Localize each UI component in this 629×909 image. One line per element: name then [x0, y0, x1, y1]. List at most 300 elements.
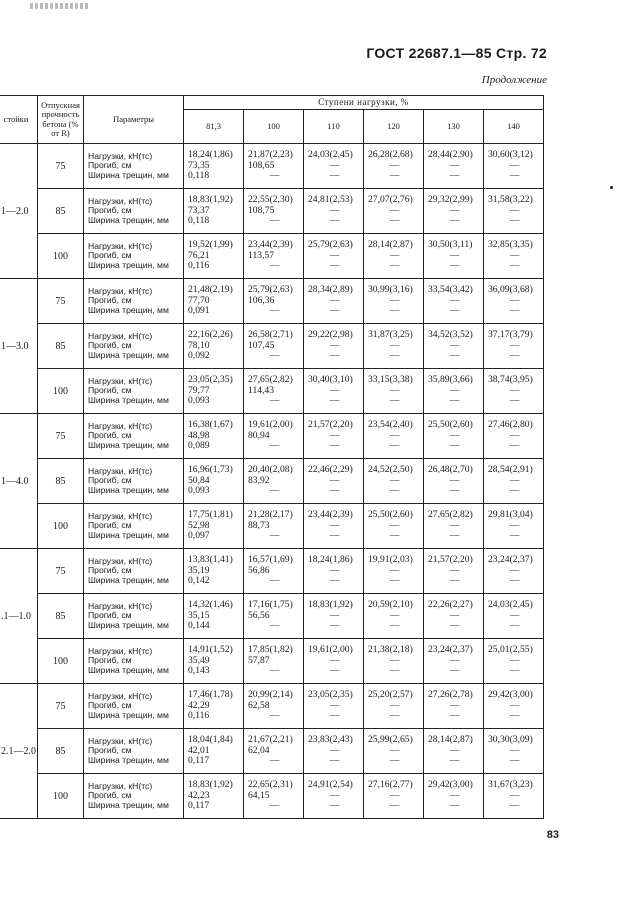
cell-value: —	[329, 699, 340, 711]
cell-value: —	[449, 800, 460, 812]
value-cell	[244, 594, 304, 639]
cell-value: —	[509, 260, 520, 272]
cell-value: 35,89(3,66)	[428, 374, 473, 386]
cell-value: —	[509, 620, 520, 632]
cell-value: —	[389, 170, 400, 182]
strength-value: 85	[38, 189, 84, 234]
param-labels	[84, 234, 184, 279]
cell-value: —	[269, 620, 280, 632]
cell-value: —	[269, 440, 280, 452]
cell-value: 18,04(1,84)	[188, 734, 233, 746]
cell-value: —	[509, 789, 520, 801]
cell-value: —	[509, 339, 520, 351]
cell-value: —	[389, 159, 400, 171]
cell-value: 29,22(2,98)	[308, 329, 353, 341]
value-cell	[484, 684, 544, 729]
cell-value: —	[509, 474, 520, 486]
value-cell	[424, 729, 484, 774]
param-label: Ширина трещин, мм	[88, 529, 169, 540]
cell-value: 42,29	[188, 699, 210, 711]
param-labels	[84, 774, 184, 819]
cell-value: 20,99(2,14)	[248, 689, 293, 701]
cell-value: 28,44(2,90)	[428, 149, 473, 161]
cell-value: 14,91(1,52)	[188, 644, 233, 656]
cell-value: 33,54(3,42)	[428, 284, 473, 296]
cell-value: 22,26(2,27)	[428, 599, 473, 611]
cell-value: —	[329, 654, 340, 666]
cell-value: —	[509, 564, 520, 576]
cell-value: —	[449, 204, 460, 216]
cell-value: —	[449, 699, 460, 711]
cell-value: —	[449, 395, 460, 407]
cell-value: 48,98	[188, 429, 210, 441]
cell-value: 25,50(2,60)	[368, 509, 413, 521]
param-label: Нагрузки, кН(тс)	[88, 241, 153, 252]
param-label: Нагрузки, кН(тс)	[88, 646, 153, 657]
param-label: Прогиб, см	[88, 745, 132, 756]
cell-value: 19,61(2,00)	[248, 419, 293, 431]
value-cell	[304, 774, 364, 819]
value-cell	[364, 549, 424, 594]
value-cell	[364, 414, 424, 459]
param-label: Прогиб, см	[88, 475, 132, 486]
cell-value: 0,118	[188, 215, 210, 227]
cell-value: 33,15(3,38)	[368, 374, 413, 386]
value-cell	[304, 639, 364, 684]
table-row	[0, 414, 544, 459]
cell-value: 24,03(2,45)	[488, 599, 533, 611]
cell-value: —	[389, 440, 400, 452]
param-label: Нагрузки, кН(тс)	[88, 736, 153, 747]
cell-value: —	[389, 294, 400, 306]
cell-value: 35,49	[188, 654, 210, 666]
cell-value: —	[269, 710, 280, 722]
param-labels	[84, 279, 184, 324]
table-row	[0, 144, 544, 189]
cell-value: 27,65(2,82)	[428, 509, 473, 521]
cell-value: 18,24(1,86)	[188, 149, 233, 161]
cell-value: —	[329, 260, 340, 272]
value-cell	[304, 549, 364, 594]
cell-value: 64,15	[248, 789, 270, 801]
strength-value: 100	[38, 234, 84, 279]
cell-value: 56,56	[248, 609, 270, 621]
param-labels	[84, 684, 184, 729]
cell-value: 26,28(2,68)	[368, 149, 413, 161]
param-label: Прогиб, см	[88, 160, 132, 171]
cell-value: 28,14(2,87)	[368, 239, 413, 251]
cell-value: —	[449, 294, 460, 306]
value-cell	[484, 234, 544, 279]
cell-value: 0,144	[188, 620, 210, 632]
param-labels	[84, 459, 184, 504]
cell-value: —	[389, 530, 400, 542]
param-label: Нагрузки, кН(тс)	[88, 421, 153, 432]
cell-value: 16,96(1,73)	[188, 464, 233, 476]
cell-value: 52,98	[188, 519, 210, 531]
cell-value: —	[449, 170, 460, 182]
cell-value: 13,83(1,41)	[188, 554, 233, 566]
cell-value: —	[389, 699, 400, 711]
table-row	[0, 369, 544, 414]
value-cell	[424, 279, 484, 324]
cell-value: 83,92	[248, 474, 270, 486]
cell-value: —	[389, 305, 400, 317]
header-stoiki: стойки	[0, 96, 38, 144]
param-label: Ширина трещин, мм	[88, 169, 169, 180]
value-cell	[424, 234, 484, 279]
cell-value: —	[509, 384, 520, 396]
cell-value: —	[329, 564, 340, 576]
value-cell	[244, 684, 304, 729]
value-cell	[484, 549, 544, 594]
cell-value: 114,43	[248, 384, 275, 396]
value-cell	[424, 504, 484, 549]
value-cell	[364, 144, 424, 189]
value-cell	[304, 459, 364, 504]
table-row	[0, 504, 544, 549]
value-cell	[304, 189, 364, 234]
cell-value: 22,65(2,31)	[248, 779, 293, 791]
cell-value: 23,54(2,40)	[368, 419, 413, 431]
cell-value: 29,42(3,00)	[488, 689, 533, 701]
cell-value: —	[329, 789, 340, 801]
param-label: Нагрузки, кН(тс)	[88, 601, 153, 612]
value-cell	[304, 504, 364, 549]
cell-value: —	[449, 485, 460, 497]
param-label: Нагрузки, кН(тс)	[88, 466, 153, 477]
strength-value: 85	[38, 594, 84, 639]
strength-value: 100	[38, 774, 84, 819]
cell-value: 35,15	[188, 609, 210, 621]
cell-value: —	[509, 800, 520, 812]
param-labels	[84, 189, 184, 234]
value-cell	[184, 594, 244, 639]
cell-value: —	[329, 249, 340, 261]
table-row	[0, 279, 544, 324]
param-label: Нагрузки, кН(тс)	[88, 331, 153, 342]
value-cell	[484, 504, 544, 549]
cell-value: 24,91(2,54)	[308, 779, 353, 791]
cell-value: 24,52(2,50)	[368, 464, 413, 476]
cell-value: 31,67(3,23)	[488, 779, 533, 791]
cell-value: 32,85(3,35)	[488, 239, 533, 251]
scan-artifact	[30, 3, 90, 9]
value-cell	[304, 144, 364, 189]
continuation-label: Продолжение	[481, 74, 547, 86]
value-cell	[484, 189, 544, 234]
cell-value: —	[329, 339, 340, 351]
header-strength: Отпускная прочность бетона (% от R)	[38, 96, 84, 144]
param-label: Ширина трещин, мм	[88, 619, 169, 630]
cell-value: —	[509, 485, 520, 497]
cell-value: —	[389, 575, 400, 587]
cell-value: 27,65(2,82)	[248, 374, 293, 386]
cell-value: —	[449, 429, 460, 441]
cell-value: 23,05(2,35)	[188, 374, 233, 386]
cell-value: 17,16(1,75)	[248, 599, 293, 611]
cell-value: —	[269, 800, 280, 812]
cell-value: 107,45	[248, 339, 275, 351]
value-cell	[424, 414, 484, 459]
cell-value: —	[509, 654, 520, 666]
table-row	[0, 684, 544, 729]
group-label: .1—1.0	[0, 549, 38, 684]
value-cell	[244, 504, 304, 549]
cell-value: 25,20(2,57)	[368, 689, 413, 701]
value-cell	[424, 684, 484, 729]
strength-value: 85	[38, 459, 84, 504]
value-cell	[244, 144, 304, 189]
cell-value: 73,35	[188, 159, 210, 171]
value-cell	[184, 459, 244, 504]
cell-value: 76,21	[188, 249, 210, 261]
cell-value: 16,57(1,69)	[248, 554, 293, 566]
param-label: Ширина трещин, мм	[88, 754, 169, 765]
cell-value: 0,143	[188, 665, 210, 677]
cell-value: —	[329, 159, 340, 171]
cell-value: —	[509, 305, 520, 317]
step-header: 120	[364, 110, 424, 144]
param-label: Нагрузки, кН(тс)	[88, 376, 153, 387]
cell-value: —	[329, 800, 340, 812]
header-params: Параметры	[84, 96, 184, 144]
cell-value: —	[509, 204, 520, 216]
cell-value: —	[269, 215, 280, 227]
group-label: 1—3.0	[0, 279, 38, 414]
strength-value: 75	[38, 684, 84, 729]
cell-value: 14,32(1,46)	[188, 599, 233, 611]
page-number: 83	[546, 829, 559, 841]
cell-value: 27,46(2,80)	[488, 419, 533, 431]
param-label: Ширина трещин, мм	[88, 394, 169, 405]
header-steps: Ступени нагрузки, %	[184, 96, 544, 110]
cell-value: —	[509, 575, 520, 587]
cell-value: —	[449, 305, 460, 317]
value-cell	[424, 324, 484, 369]
cell-value: 34,52(3,52)	[428, 329, 473, 341]
cell-value: 23,05(2,35)	[308, 689, 353, 701]
param-label: Нагрузки, кН(тс)	[88, 151, 153, 162]
value-cell	[424, 189, 484, 234]
cell-value: 18,24(1,86)	[308, 554, 353, 566]
cell-value: 0,117	[188, 800, 210, 812]
cell-value: —	[449, 789, 460, 801]
value-cell	[424, 369, 484, 414]
cell-value: —	[389, 395, 400, 407]
table-row	[0, 324, 544, 369]
cell-value: 77,70	[188, 294, 210, 306]
cell-value: —	[269, 665, 280, 677]
cell-value: 62,04	[248, 744, 270, 756]
param-label: Прогиб, см	[88, 250, 132, 261]
cell-value: 0,097	[188, 530, 210, 542]
cell-value: 0,116	[188, 710, 210, 722]
cell-value: 80,94	[248, 429, 270, 441]
table-row	[0, 594, 544, 639]
cell-value: 28,34(2,89)	[308, 284, 353, 296]
cell-value: 25,50(2,60)	[428, 419, 473, 431]
cell-value: 113,57	[248, 249, 275, 261]
cell-value: 24,03(2,45)	[308, 149, 353, 161]
cell-value: —	[329, 519, 340, 531]
cell-value: 106,36	[248, 294, 275, 306]
strength-value: 75	[38, 144, 84, 189]
cell-value: 108,75	[248, 204, 275, 216]
table-row	[0, 774, 544, 819]
cell-value: 0,116	[188, 260, 210, 272]
cell-value: 27,16(2,77)	[368, 779, 413, 791]
param-label: Прогиб, см	[88, 790, 132, 801]
param-label: Нагрузки, кН(тс)	[88, 556, 153, 567]
cell-value: 108,65	[248, 159, 275, 171]
cell-value: 21,57(2,20)	[308, 419, 353, 431]
cell-value: 78,10	[188, 339, 210, 351]
cell-value: 26,58(2,71)	[248, 329, 293, 341]
cell-value: 17,75(1,81)	[188, 509, 233, 521]
cell-value: 23,24(2,37)	[428, 644, 473, 656]
table-row	[0, 459, 544, 504]
cell-value: 0,118	[188, 170, 210, 182]
param-label: Нагрузки, кН(тс)	[88, 691, 153, 702]
cell-value: —	[449, 665, 460, 677]
cell-value: —	[329, 395, 340, 407]
cell-value: 42,23	[188, 789, 210, 801]
cell-value: —	[329, 710, 340, 722]
cell-value: —	[509, 159, 520, 171]
group-label: 1—4.0	[0, 414, 38, 549]
step-header: 81,3	[184, 110, 244, 144]
param-label: Прогиб, см	[88, 700, 132, 711]
value-cell	[184, 234, 244, 279]
cell-value: 73,37	[188, 204, 210, 216]
strength-value: 85	[38, 729, 84, 774]
cell-value: 29,81(3,04)	[488, 509, 533, 521]
cell-value: 24,81(2,53)	[308, 194, 353, 206]
cell-value: 30,60(3,12)	[488, 149, 533, 161]
strength-value: 100	[38, 504, 84, 549]
param-label: Нагрузки, кН(тс)	[88, 196, 153, 207]
cell-value: —	[329, 350, 340, 362]
table-row	[0, 729, 544, 774]
cell-value: 25,99(2,65)	[368, 734, 413, 746]
cell-value: —	[509, 395, 520, 407]
cell-value: 42,01	[188, 744, 210, 756]
cell-value: —	[449, 249, 460, 261]
page-header: ГОСТ 22687.1—85 Стр. 72	[366, 45, 547, 61]
cell-value: 0,089	[188, 440, 210, 452]
cell-value: 25,01(2,55)	[488, 644, 533, 656]
cell-value: —	[509, 215, 520, 227]
strength-value: 75	[38, 549, 84, 594]
cell-value: —	[449, 159, 460, 171]
cell-value: —	[389, 384, 400, 396]
param-label: Прогиб, см	[88, 520, 132, 531]
cell-value: —	[329, 204, 340, 216]
value-cell	[184, 369, 244, 414]
cell-value: 0,117	[188, 755, 210, 767]
cell-value: —	[329, 485, 340, 497]
value-cell	[484, 729, 544, 774]
param-label: Нагрузки, кН(тс)	[88, 511, 153, 522]
param-label: Прогиб, см	[88, 205, 132, 216]
table-row	[0, 189, 544, 234]
cell-value: 25,79(2,63)	[308, 239, 353, 251]
cell-value: 17,85(1,82)	[248, 644, 293, 656]
value-cell	[304, 234, 364, 279]
cell-value: 0,092	[188, 350, 210, 362]
cell-value: —	[449, 215, 460, 227]
param-label: Ширина трещин, мм	[88, 259, 169, 270]
value-cell	[424, 594, 484, 639]
value-cell	[304, 279, 364, 324]
group-label: 1—2.0	[0, 144, 38, 279]
cell-value: —	[389, 744, 400, 756]
param-labels	[84, 549, 184, 594]
value-cell	[364, 504, 424, 549]
value-cell	[484, 594, 544, 639]
value-cell	[184, 324, 244, 369]
value-cell	[244, 459, 304, 504]
cell-value: —	[329, 575, 340, 587]
cell-value: 38,74(3,95)	[488, 374, 533, 386]
param-label: Прогиб, см	[88, 340, 132, 351]
cell-value: —	[509, 744, 520, 756]
cell-value: —	[329, 305, 340, 317]
cell-value: 30,30(3,09)	[488, 734, 533, 746]
cell-value: —	[509, 249, 520, 261]
value-cell	[364, 234, 424, 279]
value-cell	[424, 549, 484, 594]
cell-value: —	[509, 665, 520, 677]
cell-value: 56,86	[248, 564, 270, 576]
cell-value: —	[389, 249, 400, 261]
cell-value: 25,79(2,63)	[248, 284, 293, 296]
group-label: 2.1—2.0	[0, 684, 38, 819]
cell-value: —	[389, 429, 400, 441]
strength-value: 75	[38, 414, 84, 459]
cell-value: 31,58(3,22)	[488, 194, 533, 206]
cell-value: —	[449, 755, 460, 767]
cell-value: —	[509, 699, 520, 711]
param-labels	[84, 639, 184, 684]
cell-value: 17,46(1,78)	[188, 689, 233, 701]
cell-value: 23,44(2,39)	[308, 509, 353, 521]
cell-value: 23,24(2,37)	[488, 554, 533, 566]
cell-value: —	[509, 440, 520, 452]
cell-value: —	[449, 609, 460, 621]
param-label: Ширина трещин, мм	[88, 574, 169, 585]
value-cell	[364, 324, 424, 369]
step-header: 100	[244, 110, 304, 144]
value-cell	[484, 639, 544, 684]
value-cell	[484, 144, 544, 189]
scan-dot	[610, 186, 613, 189]
value-cell	[244, 639, 304, 684]
value-cell	[304, 684, 364, 729]
cell-value: —	[449, 575, 460, 587]
value-cell	[184, 549, 244, 594]
load-table	[0, 95, 544, 819]
value-cell	[244, 729, 304, 774]
value-cell	[244, 324, 304, 369]
cell-value: —	[389, 665, 400, 677]
cell-value: 22,16(2,26)	[188, 329, 233, 341]
cell-value: 79,77	[188, 384, 210, 396]
cell-value: 26,48(2,70)	[428, 464, 473, 476]
cell-value: —	[329, 530, 340, 542]
cell-value: —	[509, 519, 520, 531]
